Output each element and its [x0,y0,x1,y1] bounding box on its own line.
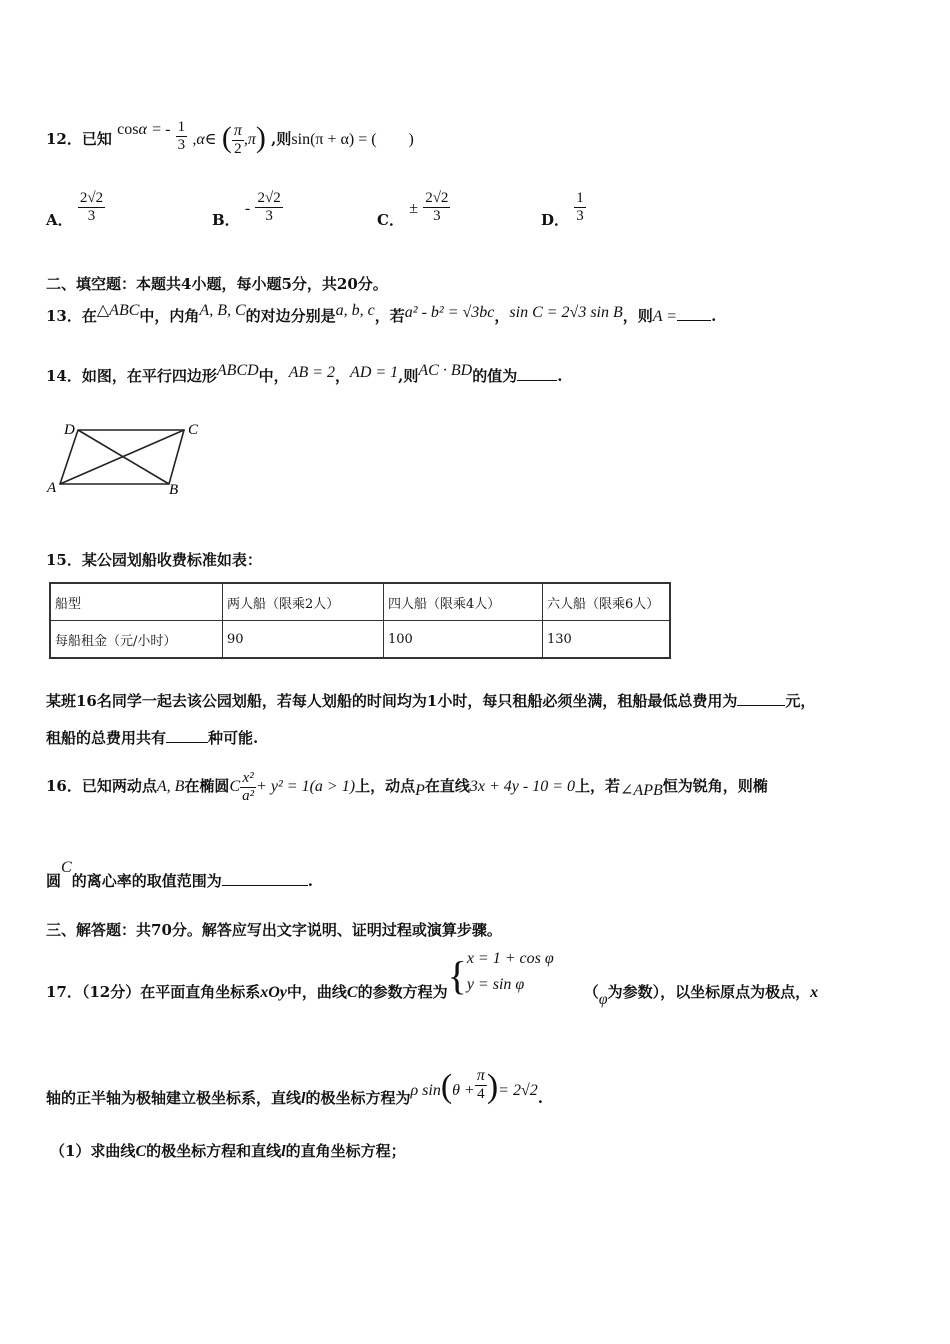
q15-stem: 15．某公园划船收费标准如表： [46,551,262,569]
q13-eq1: a² - b² = √3bc [404,304,495,321]
q13-stem: 13．在△ABC中，内角A, B, C的对边分别是a, b, c，若a² - b² = √3bc，sin C = 2√3 sin B，则A = . [46,302,717,325]
section-3-heading: 三、解答题：共70分。解答应写出文字说明、证明过程或演算步骤。 [46,921,502,939]
table-header-cell: 四人船（限乘4人） [384,583,543,621]
q12-option-a [46,190,105,229]
option-label: C． [377,211,404,229]
q14-stem: 14．如图，在平行四边形ABCD中，AB = 2，AD = 1,则AC · BD的值为 . [46,362,563,385]
option-value: $\frac{2√2}{3}$ [425,190,449,224]
vertex-c: C [188,422,199,438]
fee-table [49,582,671,659]
q12-option-d [541,190,586,229]
answer-blank[interactable] [166,742,208,743]
q17-pi-frac: $\frac{\pi}{4}$ [476,1067,485,1103]
q17-stem: 17．（12分）在平面直角坐标系xOy中，曲线C的参数方程为{ x = 1 + cos φ y = sin φ （φ为参数），以坐标原点为极点，x [46,946,818,997]
table-header-cell: 六人船（限乘6人） [543,583,671,621]
table-cell: 130 [543,621,671,659]
option-value: $\frac{2√2}{3}$ [257,190,281,224]
q12-pi-frac: $\frac{\pi}{2}$ [233,122,242,158]
vertex-a: A [47,480,57,496]
diagonal-bd [78,430,169,484]
q12-option-c: C． ± $\frac{2√2}{3}$ [377,190,449,229]
option-label: B． [212,211,240,229]
option-label: A． [46,211,73,229]
q16-stem: 16．已知两动点A, B在椭圆C $\frac{\text{x²}}{\text{a²}}$ + y² = 1(a > 1)上，动点P在直线3x + 4y - 10 = 0上，若∠APB恒为锐角，则椭 [46,770,768,804]
table-cell: 每船租金（元/小时） [50,621,223,659]
q15-line2: 租船的总费用共有 种可能. [46,729,259,747]
answer-blank[interactable] [737,705,785,706]
q17-param-system: x = 1 + cos φ y = sin φ [466,950,554,993]
q12-option-b: B． - $\frac{2√2}{3}$ [212,190,281,229]
q12-frac: $\frac{1}{3}$ [177,119,186,153]
parallelogram-figure [44,418,214,500]
table-row [50,621,670,659]
table-header-row [50,583,670,621]
q16-line2: 圆C的离心率的取值范围为 . [46,859,313,890]
q16-frac: $\frac{\text{x²}}{\text{a²}}$ [242,770,255,804]
q13-triangle: △ABC [96,302,140,319]
q12-alpha: α [138,121,147,138]
q14-vector-dot: AC · BD [418,362,473,379]
option-value: $\frac{1}{3}$ [576,190,584,224]
q12-cos: cos [117,121,139,138]
q12-number: 12．已知 [46,130,112,148]
answer-blank[interactable] [517,380,557,381]
q12-in: ,α∈ [192,131,217,148]
table-cell: 90 [223,621,384,659]
vertex-b: B [169,482,179,498]
q17-line2: 轴的正半轴为极轴建立极坐标系，直线l的极坐标方程为ρ sin(θ + $\frac{\pi}{4}$ )= 2√2. [46,1067,543,1107]
answer-blank[interactable] [222,885,308,886]
q12-eq: = - [152,121,171,138]
option-label: D． [541,211,570,229]
q12-pi: π [247,131,256,148]
q17-sub1: （1）求曲线C的极坐标方程和直线l的直角坐标方程； [50,1142,406,1160]
q12-stem: 12．已知 cosα = - $\frac{1}{3}$ ,α∈ ( $\frac{\pi}{2}$ ,π) ,则sin(π + α) = ( ) [46,119,414,158]
q12-expr: sin(π + α) = ( ) [291,131,414,148]
table-cell: 100 [384,621,543,659]
q13-eq2: sin C = 2√3 sin B [509,304,623,321]
answer-blank[interactable] [677,320,711,321]
q15-line1: 某班16名同学一起去该公园划船，若每人划船的时间均为1小时，每只租船必须坐满，租船最低总费用为 元， [46,692,816,710]
vertex-d: D [64,422,75,438]
q12-tail: ,则 [271,130,292,148]
section-2-heading: 二、填空题：本题共4小题，每小题5分，共20分。 [46,275,388,293]
table-header-cell: 船型 [50,583,223,621]
option-value: $\frac{2√2}{3}$ [79,190,104,224]
table-header-cell: 两人船（限乘2人） [223,583,384,621]
